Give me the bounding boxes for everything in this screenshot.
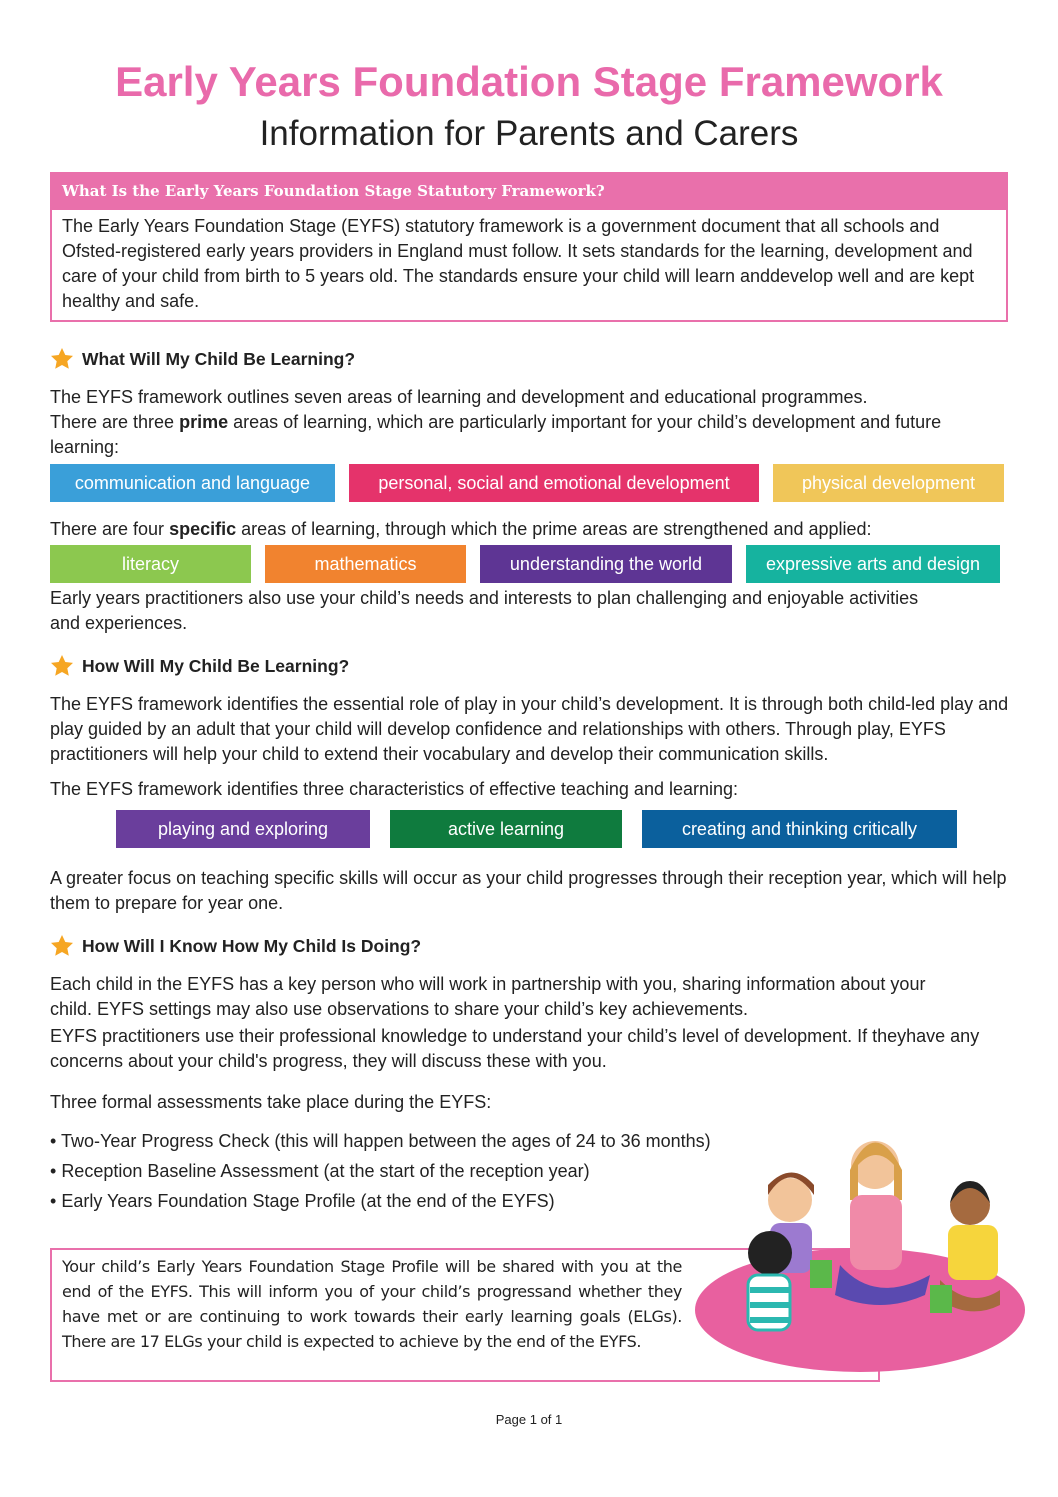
text: There are four: [50, 519, 170, 539]
page-subtitle: Information for Parents and Carers: [259, 114, 799, 153]
area-pill: expressive arts and design: [746, 545, 1000, 583]
area-pill: personal, social and emotional development: [349, 464, 759, 502]
star-icon: [50, 654, 74, 678]
star-icon: [50, 347, 74, 371]
text: There are three: [50, 412, 180, 432]
specific-areas: [50, 545, 1000, 583]
how-p2: The EYFS framework identifies three characteristics of effective teaching and learning:: [50, 779, 739, 799]
assessment-item: • Two-Year Progress Check (this will happen between the ages of 24 to 36 months): [50, 1126, 711, 1156]
learning-heading-text: What Will My Child Be Learning?: [82, 348, 356, 369]
area-pill: mathematics: [265, 545, 466, 583]
profile-text: Your child’s Early Years Foundation Stage Profile will be shared with you at the end of the EYFS. This will inform you of your child’s progressand whether they have met or are continuing to work towards their early learning goals (ELGs). There are 17 ELGs your child is expected to achieve by the end of the EYFS.: [62, 1257, 682, 1351]
area-pill: playing and exploring: [116, 810, 370, 848]
area-pill: understanding the world: [480, 545, 732, 583]
learning-outro: Early years practitioners also use your child’s needs and interests to plan challenging and enjoyable activities and experiences.: [50, 588, 919, 633]
area-pill: communication and language: [50, 464, 335, 502]
page-footer: Page 1 of 1: [495, 1412, 563, 1427]
area-pill: active learning: [390, 810, 622, 848]
characteristics: [116, 810, 957, 848]
specific-intro: [50, 517, 1010, 542]
how-heading-text: How Will My Child Be Learning?: [82, 655, 350, 676]
text: areas of learning, through which the prime areas are strengthened and applied:: [236, 519, 872, 539]
prime-areas: [50, 464, 1004, 502]
bold-text: specific: [169, 519, 237, 539]
area-pill: physical development: [773, 464, 1004, 502]
how-p1: The EYFS framework identifies the essential role of play in your child’s development. It is through both child-led play and play guided by an adult that your child will develop confidence and relationships with others. Through play, EYFS practitioners will help your child to extend their vocabulary and develop their communication skills.: [50, 694, 1009, 764]
learning-intro-1: The EYFS framework outlines seven areas of learning and development and educational programmes.: [50, 387, 868, 407]
assessment-list: [50, 1126, 711, 1216]
text: areas of learning, which are particularly important for your child’s development and future learning:: [50, 412, 942, 457]
how-p3: A greater focus on teaching specific skills will occur as your child progresses through their reception year, which will help them to prepare for year one.: [50, 868, 1007, 913]
what-is-body: The Early Years Foundation Stage (EYFS) statutory framework is a government document that all schools and Ofsted-registered early years providers in England must follow. It sets standards for the learning, development and care of your child from birth to 5 years old. The standards ensure your child will learn anddevelop well and are kept healthy and safe.: [62, 216, 975, 311]
learning-heading: [50, 347, 355, 371]
bold-text: prime: [179, 412, 229, 432]
star-icon: [50, 934, 74, 958]
area-pill: creating and thinking critically: [642, 810, 957, 848]
learning-intro-2: [50, 410, 1010, 460]
assessment-item: • Early Years Foundation Stage Profile (at the end of the EYFS): [50, 1186, 711, 1216]
assessment-item: • Reception Baseline Assessment (at the start of the reception year): [50, 1156, 711, 1186]
know-p1: Each child in the EYFS has a key person who will work in partnership with you, sharing information about your child. EYFS settings may also use observations to share your child’s key achievements.: [50, 974, 926, 1019]
what-is-box: [50, 172, 1008, 322]
know-p3: Three formal assessments take place during the EYFS:: [50, 1092, 492, 1112]
how-heading: [50, 654, 349, 678]
know-heading: [50, 934, 421, 958]
know-heading-text: How Will I Know How My Child Is Doing?: [82, 935, 422, 956]
page-title: Early Years Foundation Stage Framework: [115, 58, 943, 105]
what-is-heading: What Is the Early Years Foundation Stage Statutory Framework?: [52, 174, 1006, 210]
area-pill: literacy: [50, 545, 251, 583]
children-reading-illustration: [690, 1135, 1040, 1380]
learning-intro: [50, 385, 1010, 460]
know-p2: EYFS practitioners use their professional knowledge to understand your child’s level of development. If theyhave any concerns about your child's progress, they will discuss these with you.: [50, 1026, 980, 1071]
